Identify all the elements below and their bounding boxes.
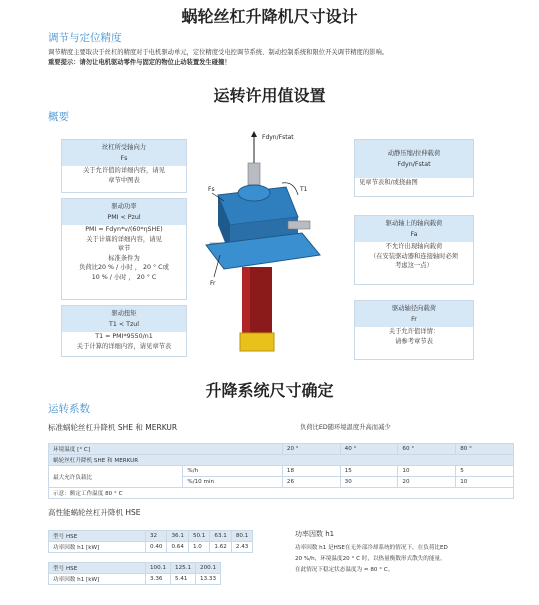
tube-end-cap	[240, 333, 274, 351]
power-factor-title: 功率因数 h1	[295, 530, 335, 538]
box-spindle-load	[61, 139, 187, 193]
arrow-head	[251, 131, 257, 137]
gearbox-cap	[238, 185, 270, 201]
section-duty-subtitle: 运转系数	[48, 403, 90, 415]
box-radial-load	[354, 300, 474, 360]
box-text: 负荷比20 % / 小时 ， 20 ° C或	[79, 264, 169, 271]
box-title: 驱动轴上的轴向载荷	[385, 220, 443, 227]
hse-power-table-2	[48, 562, 221, 585]
table-cell: 63.1	[210, 531, 231, 542]
box-title: 驱动功率	[111, 203, 137, 210]
label-t1: T1	[300, 186, 308, 193]
box-text: 关于允许值的详细内容，请见	[83, 167, 165, 174]
table-row	[49, 563, 221, 574]
table-cell: 功率因数 h1 [kW]	[49, 574, 146, 585]
hse-title: 高性能蜗轮丝杠升降机 HSE	[48, 508, 141, 517]
box-text: 标准条件为	[108, 254, 140, 262]
table-cell: 18	[282, 466, 340, 477]
table-cell: 125.1	[171, 563, 196, 574]
drive-shaft-right	[288, 221, 310, 229]
table-row	[49, 444, 514, 455]
table-cell: 80 °	[456, 444, 514, 455]
table-cell: 5.41	[171, 574, 196, 585]
box-title: 驱动轴径向载荷	[391, 305, 437, 312]
table-cell: 0.64	[167, 542, 188, 553]
precision-paragraph: 调节精度主要取决于丝杠的精度对于电机驱动单元，定位精度受电控调节系统、制动控制系统和限位开关调节精度的影响。	[48, 49, 389, 56]
table-cell: 100.1	[146, 563, 171, 574]
duty-cycle-table	[48, 443, 514, 499]
table-cell: 1.0	[188, 542, 209, 553]
box-header	[355, 301, 473, 327]
spindle-top	[248, 163, 260, 185]
base-plate	[206, 233, 320, 269]
screw-jack-illustration	[190, 125, 350, 360]
table-cell: 型号 HSE	[49, 563, 146, 574]
table-cell: 环境温度 [° C]	[49, 444, 283, 455]
table-cell: 示意：额定工作温度 80 ° C	[49, 488, 514, 499]
table-cell: 10	[456, 477, 514, 488]
box-header	[355, 140, 473, 178]
tube-highlight	[242, 267, 250, 335]
section-overview-subtitle: 概要	[48, 111, 69, 123]
box-header	[62, 306, 186, 332]
table-row	[49, 466, 514, 477]
table-cell: 15	[340, 466, 398, 477]
box-text: 考虑这一点）	[395, 262, 433, 269]
section-allowable-title: 运转许用值设置	[213, 86, 326, 105]
table-row	[49, 574, 221, 585]
box-formula: PMI = Fdyn*v/(60*ηSHE)	[85, 226, 163, 233]
table-cell: 5	[456, 466, 514, 477]
power-factor-text-2: 20 %/h，环境温度20 ° C 时，以热量衡数形式散失的能量。	[295, 556, 446, 562]
box-drive-power	[61, 198, 187, 300]
box-title: 驱动扭矩	[111, 310, 137, 317]
table-cell: 20 °	[282, 444, 340, 455]
table-cell: 60 °	[398, 444, 456, 455]
box-symbol: PMI < Pzul	[107, 214, 141, 221]
box-header	[62, 140, 186, 166]
power-factor-text-3: 在此情况下稳定状态温度为 ≈ 80 ° C。	[295, 567, 394, 573]
box-symbol: Fr	[411, 316, 417, 323]
table-cell: 型号 HSE	[49, 531, 146, 542]
table-cell: %/10 min	[183, 477, 282, 488]
box-text: 不允许出现轴向载荷	[385, 243, 443, 250]
box-symbol: Fs	[120, 155, 128, 162]
table-cell: 40 °	[340, 444, 398, 455]
table-row	[49, 455, 514, 466]
box-text: 10 % / 小时 ， 20 ° C	[91, 273, 157, 281]
box-text: 请参考章节表	[395, 337, 433, 345]
standard-jack-note: 负荷比ED随环境温度升高而减少	[300, 424, 391, 431]
box-symbol: Fa	[410, 231, 418, 238]
table-cell: 20	[398, 477, 456, 488]
precision-warning: 重要提示：请勿让电机驱动零件与固定的物位止动装置发生碰撞！	[48, 59, 231, 66]
table-cell: 1.62	[210, 542, 231, 553]
box-text: （在安装驱动器和连接轴时必须	[369, 252, 459, 260]
table-cell: 最大允许负载比	[49, 466, 183, 488]
box-header	[62, 199, 186, 225]
table-cell: 0.40	[146, 542, 167, 553]
table-cell: 30	[340, 477, 398, 488]
box-text: 关于允许值详情：	[388, 328, 440, 335]
label-fs: Fs	[208, 186, 215, 193]
box-text: 章节	[117, 245, 131, 252]
section-precision-subtitle: 调节与定位精度	[48, 32, 122, 44]
label-fdyn-fstat: Fdyn/Fstat	[262, 134, 294, 141]
box-drive-torque	[61, 305, 187, 357]
table-row	[49, 488, 514, 499]
table-cell: 2.43	[231, 542, 252, 553]
table-cell: 蜗轮丝杠升降机 SHE 和 MERKUR	[49, 455, 514, 466]
box-text: 关于计算的详细内容，请见	[86, 235, 162, 243]
table-cell: 26	[282, 477, 340, 488]
box-symbol: Fdyn/Fstat	[397, 161, 431, 168]
box-title: 丝杠所受轴向力	[101, 144, 147, 151]
table-cell: 10	[398, 466, 456, 477]
power-factor-text-1: 功率因数 h1 是HSE在无外部冷却系统的情况下，在负荷比ED	[295, 545, 448, 551]
table-cell: 13.33	[196, 574, 221, 585]
table-cell: 200.1	[196, 563, 221, 574]
box-dynamic-load	[354, 139, 474, 197]
table-cell: 32	[146, 531, 167, 542]
box-text: 章节中图表	[108, 176, 140, 184]
box-axial-load	[354, 215, 474, 285]
table-row	[49, 531, 253, 542]
table-row	[49, 542, 253, 553]
hse-power-table-1	[48, 530, 253, 553]
section-sizing-title: 升降系统尺寸确定	[205, 381, 334, 400]
label-fr: Fr	[210, 280, 216, 287]
box-formula: T1 = PMI*9550/n1	[95, 333, 153, 340]
table-cell: 36.1	[167, 531, 188, 542]
table-cell: 功率因数 h1 [kW]	[49, 542, 146, 553]
box-symbol: T1 < Tzul	[108, 321, 140, 328]
table-cell: %/h	[183, 466, 282, 477]
table-cell: 80.1	[231, 531, 252, 542]
box-title: 动静压缩/拉伸载荷	[387, 150, 441, 157]
page-title: 蜗轮丝杠升降机尺寸设计	[181, 7, 358, 26]
box-header	[355, 216, 473, 242]
box-text: 关于计算的详细内容，请见章节表	[76, 342, 172, 350]
standard-jack-title: 标准蜗轮丝杠升降机 SHE 和 MERKUR	[48, 423, 178, 432]
table-cell: 50.1	[188, 531, 209, 542]
box-text: 见章节表和/或挠曲图	[359, 179, 418, 186]
table-cell: 3.36	[146, 574, 171, 585]
